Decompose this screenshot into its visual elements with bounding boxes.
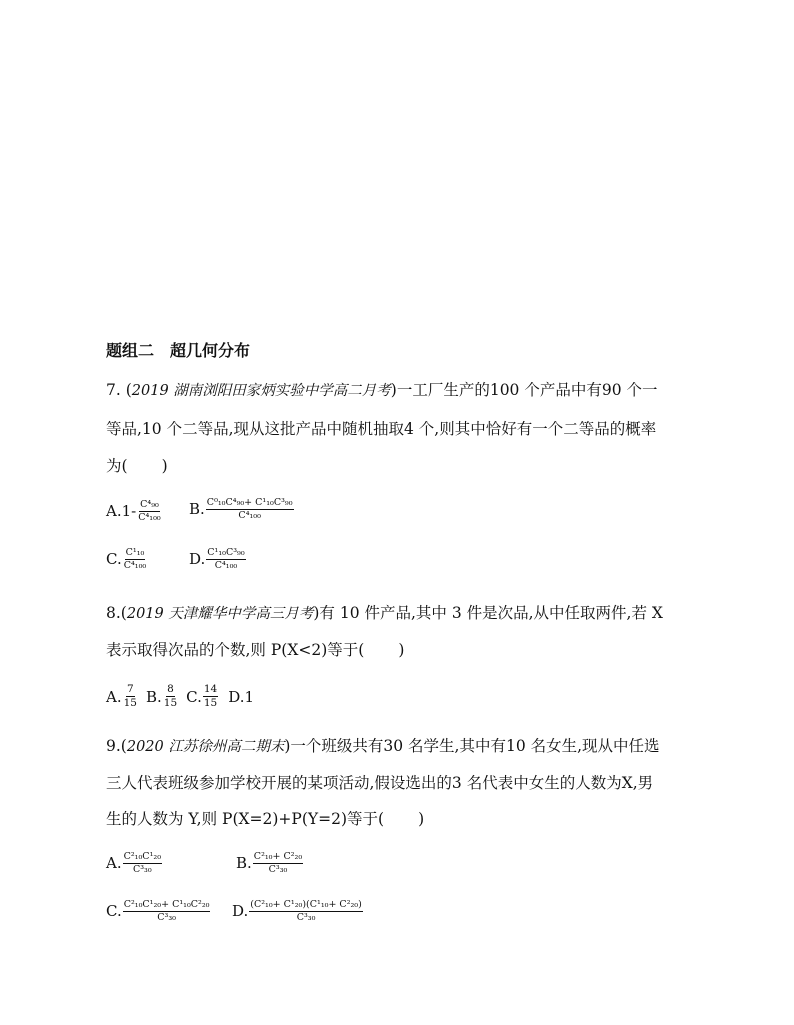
- option-label: D.: [232, 902, 249, 921]
- numerator: C¹₁₀C³₉₀: [207, 547, 245, 558]
- q9-option-c[interactable]: [106, 900, 210, 923]
- q7-option-c[interactable]: [106, 548, 147, 571]
- q9-line1-rest: )一个班级共有30 名学生,其中有10 名女生,现从中任选: [284, 737, 660, 755]
- option-label: A.: [106, 687, 122, 706]
- denominator: 15: [163, 697, 178, 710]
- fraction: [137, 500, 162, 523]
- question-8-line-1: [106, 606, 663, 622]
- section-heading: 题组二 超几何分布: [106, 341, 251, 360]
- q9-line3: 生的人数为 Y,则 P(X=2)+P(Y=2)等于(: [106, 810, 385, 828]
- denominator: 15: [123, 697, 137, 710]
- numerator: 14: [203, 684, 218, 697]
- option-label: B.: [145, 687, 162, 706]
- q7-line3: 为(: [106, 457, 128, 475]
- denominator: 15: [203, 697, 218, 710]
- fraction: [206, 548, 245, 571]
- fraction: [123, 684, 138, 709]
- option-label: A.: [106, 854, 122, 873]
- option-label: A.1-: [106, 502, 137, 521]
- q7-source: 2019 湖南浏阳田家炳实验中学高二月考: [131, 383, 391, 399]
- option-label: D.: [189, 550, 206, 569]
- numerator: C²₁₀C¹₂₀+ C¹₁₀C²₂₀: [123, 899, 210, 910]
- option-label: C.: [186, 687, 202, 706]
- option-label: C.: [106, 902, 122, 921]
- q8-option-c[interactable]: [186, 684, 218, 709]
- q8-source: 2019 天津耀华中学高三月考: [126, 606, 314, 622]
- q8-line2-end: ): [398, 641, 405, 659]
- q9-option-b[interactable]: [236, 852, 303, 875]
- fraction: [253, 852, 303, 875]
- denominator: C⁴₁₀₀: [138, 511, 161, 523]
- numerator: C²₁₀C¹₂₀: [123, 851, 161, 862]
- denominator: C³₃₀: [157, 911, 176, 923]
- q8-line2: 表示取得次品的个数,则 P(X<2)等于(: [106, 641, 365, 659]
- question-9-line-2: 三人代表班级参加学校开展的某项活动,假设选出的3 名代表中女生的人数为X,男: [106, 774, 654, 792]
- fraction: [249, 900, 363, 923]
- q9-option-d[interactable]: [232, 900, 363, 923]
- q7-line3-end: ): [161, 457, 168, 475]
- q8-option-b[interactable]: [146, 684, 178, 709]
- q9-source: 2020 江苏徐州高二期末: [126, 739, 285, 755]
- numerator: C¹₁₀: [125, 547, 145, 558]
- q9-line3-end: ): [418, 810, 425, 828]
- numerator: C²₁₀+ C²₂₀: [253, 851, 303, 862]
- q8-line1-rest: )有 10 件产品,其中 3 件是次品,从中任取两件,若 X: [313, 604, 663, 622]
- numerator: 7: [126, 684, 135, 697]
- option-label: B.: [236, 854, 252, 873]
- fraction: [163, 684, 178, 709]
- denominator: C³₃₀: [132, 863, 152, 875]
- q8-options: [106, 684, 254, 709]
- q8-option-d[interactable]: D.1: [228, 687, 255, 706]
- fraction: [206, 498, 294, 521]
- denominator: C⁴₁₀₀: [214, 559, 238, 571]
- q9-option-a[interactable]: [106, 852, 162, 875]
- q7-prefix: 7. (: [106, 381, 132, 399]
- q7-option-a[interactable]: [106, 500, 162, 523]
- question-8-line-2: [106, 643, 404, 659]
- question-7-line-2: 等品,10 个二等品,现从这批产品中随机抽取4 个,则其中恰好有一个二等品的概率: [106, 420, 657, 438]
- q8-prefix: 8.(: [106, 604, 127, 622]
- q9-prefix: 9.(: [106, 737, 127, 755]
- denominator: C³₃₀: [268, 863, 288, 875]
- fraction: [123, 900, 211, 923]
- q7-option-b[interactable]: [189, 498, 294, 521]
- numerator: (C²₁₀+ C¹₂₀)(C¹₁₀+ C²₂₀): [250, 899, 362, 910]
- denominator: C³₃₀: [296, 911, 316, 923]
- option-label: B.: [189, 500, 205, 519]
- q7-option-d[interactable]: [189, 548, 246, 571]
- question-7-line-1: [106, 383, 658, 399]
- fraction: [203, 684, 218, 709]
- fraction: [123, 852, 162, 875]
- denominator: C⁴₁₀₀: [123, 559, 147, 571]
- option-label: C.: [106, 550, 122, 569]
- question-9-line-1: [106, 739, 660, 755]
- q8-option-a[interactable]: [106, 684, 138, 709]
- numerator: C⁴₉₀: [140, 499, 159, 510]
- numerator: C⁰₁₀C⁴₉₀+ C¹₁₀C³₉₀: [206, 497, 293, 508]
- numerator: 8: [166, 684, 175, 697]
- fraction: [123, 548, 148, 571]
- question-9-line-3: [106, 812, 424, 828]
- denominator: C⁴₁₀₀: [238, 509, 261, 521]
- q7-line1-rest: )一工厂生产的100 个产品中有90 个一: [390, 381, 658, 399]
- question-7-line-3: [106, 459, 168, 475]
